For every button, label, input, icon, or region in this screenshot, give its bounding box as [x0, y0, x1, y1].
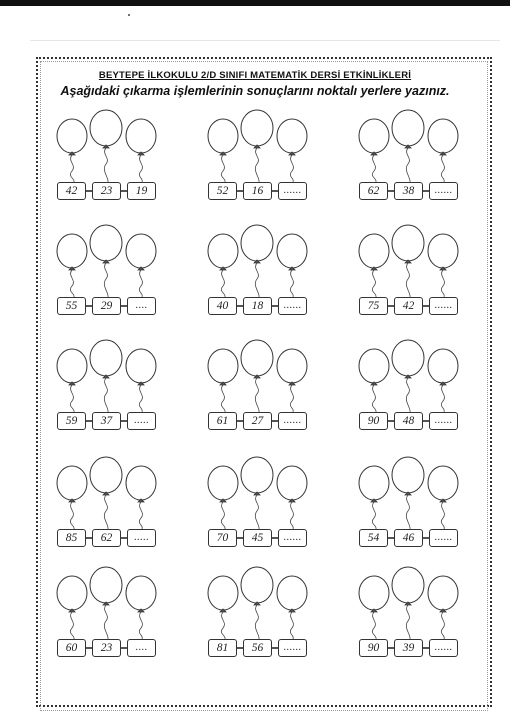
subtraction-exercise	[205, 223, 309, 321]
balloons-illustration	[54, 565, 158, 641]
subtrahend-card: 62	[92, 529, 121, 547]
balloons-illustration	[205, 338, 309, 414]
balloon-icon	[57, 119, 87, 182]
card-connector	[86, 647, 92, 649]
balloon-icon	[57, 576, 87, 639]
minuend-card: 62	[359, 182, 388, 200]
subtrahend-card: 38	[394, 182, 423, 200]
balloon-icon	[241, 457, 273, 529]
subtrahend-card: 42	[394, 297, 423, 315]
balloon-icon	[241, 340, 273, 412]
scan-line	[30, 40, 500, 41]
subtrahend-card: 39	[394, 639, 423, 657]
balloon-icon	[241, 225, 273, 297]
scan-top-edge	[0, 0, 510, 6]
minuend-card: 40	[208, 297, 237, 315]
subtrahend-card: 27	[243, 412, 272, 430]
subtraction-exercise	[356, 455, 460, 553]
balloon-icon	[208, 466, 238, 529]
answer-field[interactable]: ......	[429, 297, 458, 315]
balloon-icon	[428, 466, 458, 529]
balloon-icon	[392, 457, 424, 529]
balloon-icon	[359, 234, 389, 297]
card-connector	[86, 305, 92, 307]
balloon-icon	[208, 234, 238, 297]
card-connector	[237, 190, 243, 192]
balloon-icon	[428, 576, 458, 639]
answer-field[interactable]: ......	[278, 529, 307, 547]
balloon-icon	[126, 349, 156, 412]
card-connector	[86, 537, 92, 539]
balloon-icon	[277, 349, 307, 412]
balloon-icon	[359, 466, 389, 529]
answer-field[interactable]: 19	[127, 182, 156, 200]
card-connector	[388, 537, 394, 539]
minuend-card: 60	[57, 639, 86, 657]
balloon-icon	[359, 119, 389, 182]
card-connector	[388, 190, 394, 192]
balloon-icon	[241, 110, 273, 182]
balloons-illustration	[54, 338, 158, 414]
card-connector	[423, 190, 429, 192]
minuend-card: 61	[208, 412, 237, 430]
balloon-icon	[90, 225, 122, 297]
subtrahend-card: 23	[92, 639, 121, 657]
subtraction-exercise	[356, 223, 460, 321]
answer-field[interactable]: ....	[127, 639, 156, 657]
answer-field[interactable]: ......	[278, 182, 307, 200]
balloon-icon	[277, 576, 307, 639]
balloon-icon	[277, 234, 307, 297]
balloon-icon	[277, 466, 307, 529]
card-connector	[272, 647, 278, 649]
scan-speck	[128, 14, 130, 16]
balloon-icon	[126, 466, 156, 529]
answer-field[interactable]: ......	[278, 412, 307, 430]
minuend-card: 70	[208, 529, 237, 547]
balloon-icon	[126, 119, 156, 182]
balloons-illustration	[54, 455, 158, 531]
subtrahend-card: 18	[243, 297, 272, 315]
balloon-icon	[392, 110, 424, 182]
balloons-illustration	[205, 108, 309, 184]
balloon-icon	[359, 576, 389, 639]
subtraction-exercise	[54, 338, 158, 436]
worksheet-instruction: Aşağıdaki çıkarma işlemlerinin sonuçlarını noktalı yerlere yazınız.	[60, 84, 450, 98]
worksheet-title: BEYTEPE İLKOKULU 2/D SINIFI MATEMATİK DERSİ ETKİNLİKLERİ	[98, 70, 412, 81]
card-connector	[121, 647, 127, 649]
subtrahend-card: 16	[243, 182, 272, 200]
subtraction-exercise	[54, 565, 158, 663]
balloons-illustration	[356, 108, 460, 184]
minuend-card: 81	[208, 639, 237, 657]
answer-field[interactable]: ....	[127, 297, 156, 315]
card-connector	[121, 305, 127, 307]
card-connector	[237, 647, 243, 649]
subtraction-exercise	[205, 455, 309, 553]
card-connector	[237, 305, 243, 307]
minuend-card: 52	[208, 182, 237, 200]
subtraction-exercise	[54, 108, 158, 206]
subtrahend-card: 29	[92, 297, 121, 315]
subtrahend-card: 48	[394, 412, 423, 430]
balloons-illustration	[54, 223, 158, 299]
card-connector	[121, 190, 127, 192]
subtraction-exercise	[205, 338, 309, 436]
balloon-icon	[126, 576, 156, 639]
minuend-card: 75	[359, 297, 388, 315]
minuend-card: 90	[359, 412, 388, 430]
balloon-icon	[277, 119, 307, 182]
balloon-icon	[428, 119, 458, 182]
card-connector	[272, 305, 278, 307]
balloon-icon	[428, 349, 458, 412]
balloons-illustration	[205, 455, 309, 531]
answer-field[interactable]: ......	[429, 639, 458, 657]
minuend-card: 59	[57, 412, 86, 430]
subtrahend-card: 56	[243, 639, 272, 657]
balloon-icon	[57, 466, 87, 529]
balloon-icon	[90, 457, 122, 529]
card-connector	[423, 537, 429, 539]
card-connector	[388, 305, 394, 307]
balloon-icon	[90, 567, 122, 639]
minuend-card: 42	[57, 182, 86, 200]
card-connector	[423, 647, 429, 649]
answer-field[interactable]: ......	[429, 529, 458, 547]
card-connector	[237, 537, 243, 539]
subtraction-exercise	[356, 338, 460, 436]
balloon-icon	[392, 225, 424, 297]
subtrahend-card: 23	[92, 182, 121, 200]
answer-field[interactable]: .....	[127, 529, 156, 547]
card-connector	[121, 537, 127, 539]
balloon-icon	[126, 234, 156, 297]
balloon-icon	[208, 349, 238, 412]
balloon-icon	[359, 349, 389, 412]
balloons-illustration	[356, 565, 460, 641]
balloon-icon	[241, 567, 273, 639]
balloon-icon	[57, 349, 87, 412]
subtraction-exercise	[356, 565, 460, 663]
answer-field[interactable]: .....	[127, 412, 156, 430]
balloons-illustration	[205, 565, 309, 641]
subtraction-exercise	[205, 108, 309, 206]
answer-field[interactable]: ......	[278, 639, 307, 657]
subtrahend-card: 37	[92, 412, 121, 430]
answer-field[interactable]: ......	[429, 182, 458, 200]
balloons-illustration	[356, 338, 460, 414]
balloon-icon	[428, 234, 458, 297]
card-connector	[272, 190, 278, 192]
card-connector	[86, 190, 92, 192]
card-connector	[86, 420, 92, 422]
card-connector	[388, 647, 394, 649]
subtraction-exercise	[205, 565, 309, 663]
subtrahend-card: 46	[394, 529, 423, 547]
balloons-illustration	[356, 455, 460, 531]
card-connector	[423, 420, 429, 422]
balloon-icon	[208, 119, 238, 182]
card-connector	[272, 420, 278, 422]
subtraction-exercise	[54, 455, 158, 553]
minuend-card: 54	[359, 529, 388, 547]
balloons-illustration	[356, 223, 460, 299]
card-connector	[121, 420, 127, 422]
balloon-icon	[392, 340, 424, 412]
balloons-illustration	[205, 223, 309, 299]
card-connector	[272, 537, 278, 539]
balloon-icon	[90, 110, 122, 182]
balloon-icon	[392, 567, 424, 639]
card-connector	[388, 420, 394, 422]
answer-field[interactable]: ......	[429, 412, 458, 430]
subtraction-exercise	[54, 223, 158, 321]
balloon-icon	[90, 340, 122, 412]
balloon-icon	[208, 576, 238, 639]
card-connector	[237, 420, 243, 422]
minuend-card: 90	[359, 639, 388, 657]
subtrahend-card: 45	[243, 529, 272, 547]
answer-field[interactable]: ......	[278, 297, 307, 315]
card-connector	[423, 305, 429, 307]
minuend-card: 85	[57, 529, 86, 547]
subtraction-exercise	[356, 108, 460, 206]
balloon-icon	[57, 234, 87, 297]
minuend-card: 55	[57, 297, 86, 315]
balloons-illustration	[54, 108, 158, 184]
